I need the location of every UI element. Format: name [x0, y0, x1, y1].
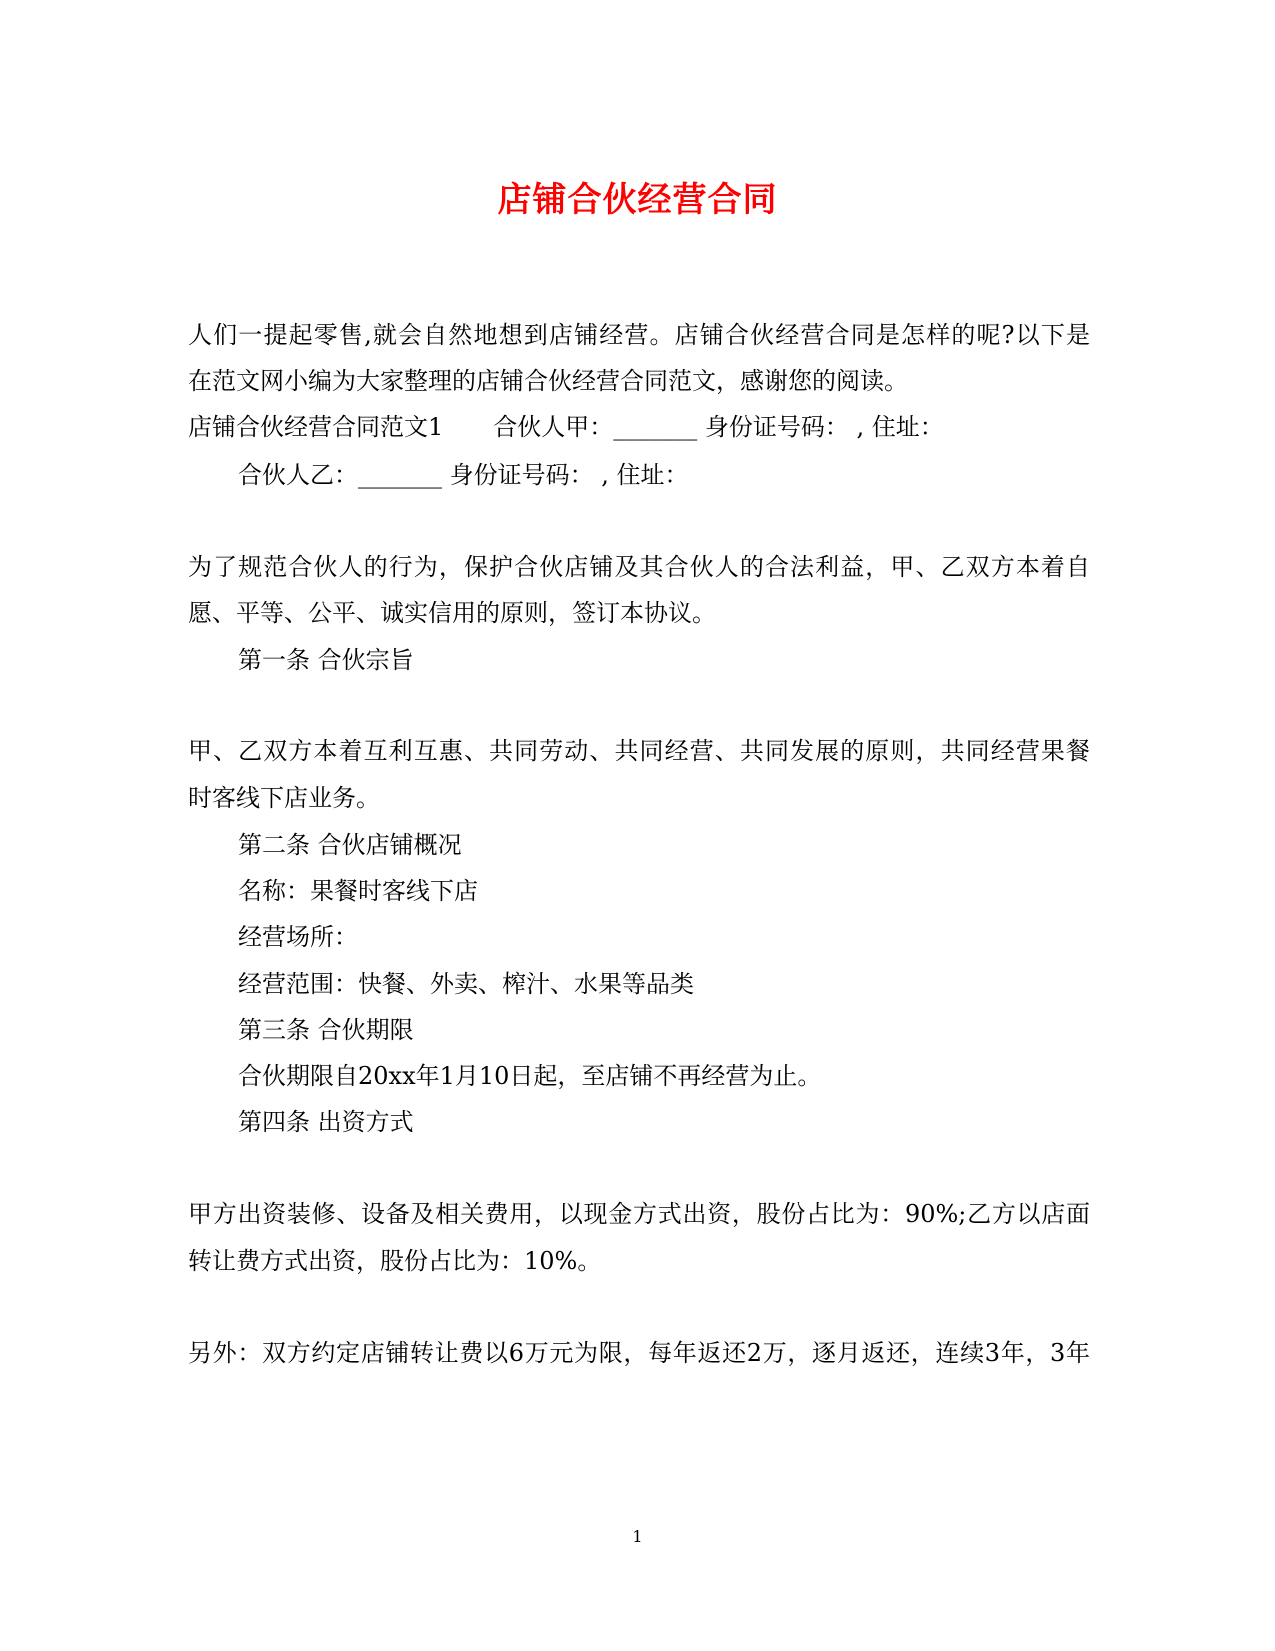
article-1-heading: 第一条 合伙宗旨 — [238, 646, 414, 674]
article-1-line-2: 时客线下店业务。 — [188, 784, 380, 812]
intro-line-1: 人们一提起零售,就会自然地想到店铺经营。店铺合伙经营合同是怎样的呢?以下是 — [188, 321, 1090, 349]
purpose-line-2: 愿、平等、公平、诚实信用的原则，签订本协议。 — [188, 599, 716, 627]
sample-heading-row — [188, 412, 944, 442]
article-4-line-2: 转让费方式出资，股份占比为：10%。 — [188, 1247, 602, 1275]
article-4-heading: 第四条 出资方式 — [238, 1108, 414, 1136]
shop-name: 名称：果餐时客线下店 — [238, 877, 478, 905]
article-4-line-1: 甲方出资装修、设备及相关费用，以现金方式出资，股份占比为：90%;乙方以店面 — [188, 1200, 1090, 1228]
purpose-line-1: 为了规范合伙人的行为，保护合伙店铺及其合伙人的合法利益，甲、乙双方本着自 — [188, 553, 1090, 581]
partner-b-line: 合伙人乙：_______ 身份证号码： , 住址： — [238, 461, 689, 489]
partner-a-line: 合伙人甲：_______ 身份证号码： , 住址： — [493, 413, 944, 441]
article-4-line-3: 另外：双方约定店铺转让费以6万元为限，每年返还2万，逐月返还，连续3年，3年 — [188, 1339, 1090, 1367]
document-title: 店铺合伙经营合同 — [497, 180, 778, 220]
sample-heading: 店铺合伙经营合同范文1 — [188, 413, 444, 441]
shop-scope: 经营范围：快餐、外卖、榨汁、水果等品类 — [238, 970, 694, 998]
partnership-term: 合伙期限自20xx年1月10日起，至店铺不再经营为止。 — [238, 1062, 822, 1090]
article-2-heading: 第二条 合伙店铺概况 — [238, 831, 462, 859]
page-number: 1 — [632, 1527, 643, 1546]
article-1-line-1: 甲、乙双方本着互利互惠、共同劳动、共同经营、共同发展的原则，共同经营果餐 — [188, 737, 1090, 765]
shop-location: 经营场所： — [238, 923, 358, 951]
article-3-heading: 第三条 合伙期限 — [238, 1016, 414, 1044]
intro-line-2: 在范文网小编为大家整理的店铺合伙经营合同范文，感谢您的阅读。 — [188, 367, 908, 395]
